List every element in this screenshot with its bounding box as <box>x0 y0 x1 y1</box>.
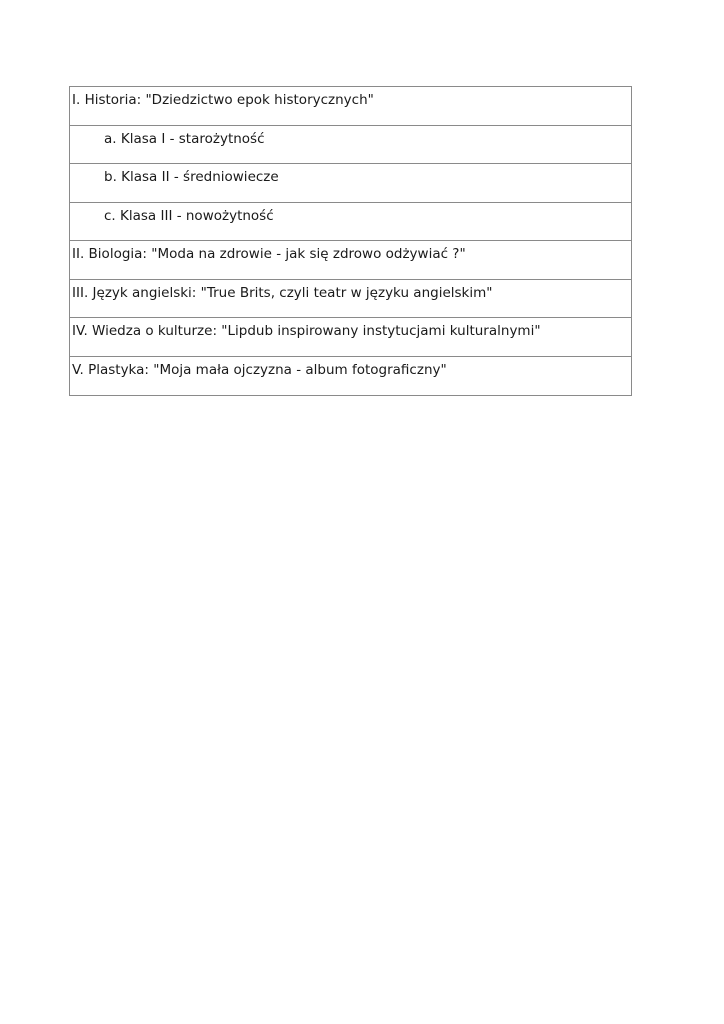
table-cell-text: III. Język angielski: "True Brits, czyli teatr w języku angielskim" <box>72 284 493 301</box>
table-cell-text: c. Klasa III - nowożytność <box>104 207 274 224</box>
table-row-historia <box>70 87 631 126</box>
table-row-klasa-2 <box>70 164 631 203</box>
table-cell-text: b. Klasa II - średniowiecze <box>104 169 279 185</box>
table-cell-text: a. Klasa I - starożytność <box>104 130 265 147</box>
subject-table <box>69 86 632 396</box>
table-row-jezyk-angielski <box>70 280 631 319</box>
table-row-klasa-3 <box>70 203 631 242</box>
table-cell-text: II. Biologia: "Moda na zdrowie - jak się zdrowo odżywiać ?" <box>72 246 466 262</box>
table-row-biologia <box>70 241 631 280</box>
table-row-plastyka <box>70 357 631 396</box>
table-cell-text: IV. Wiedza o kulturze: "Lipdub inspirowany instytucjami kulturalnymi" <box>72 323 541 339</box>
table-cell-text: I. Historia: "Dziedzictwo epok historycznych" <box>72 92 374 108</box>
table-cell-text: V. Plastyka: "Moja mała ojczyzna - album fotograficzny" <box>72 361 447 378</box>
table-row-klasa-1 <box>70 126 631 165</box>
table-row-wiedza-o-kulturze <box>70 318 631 357</box>
